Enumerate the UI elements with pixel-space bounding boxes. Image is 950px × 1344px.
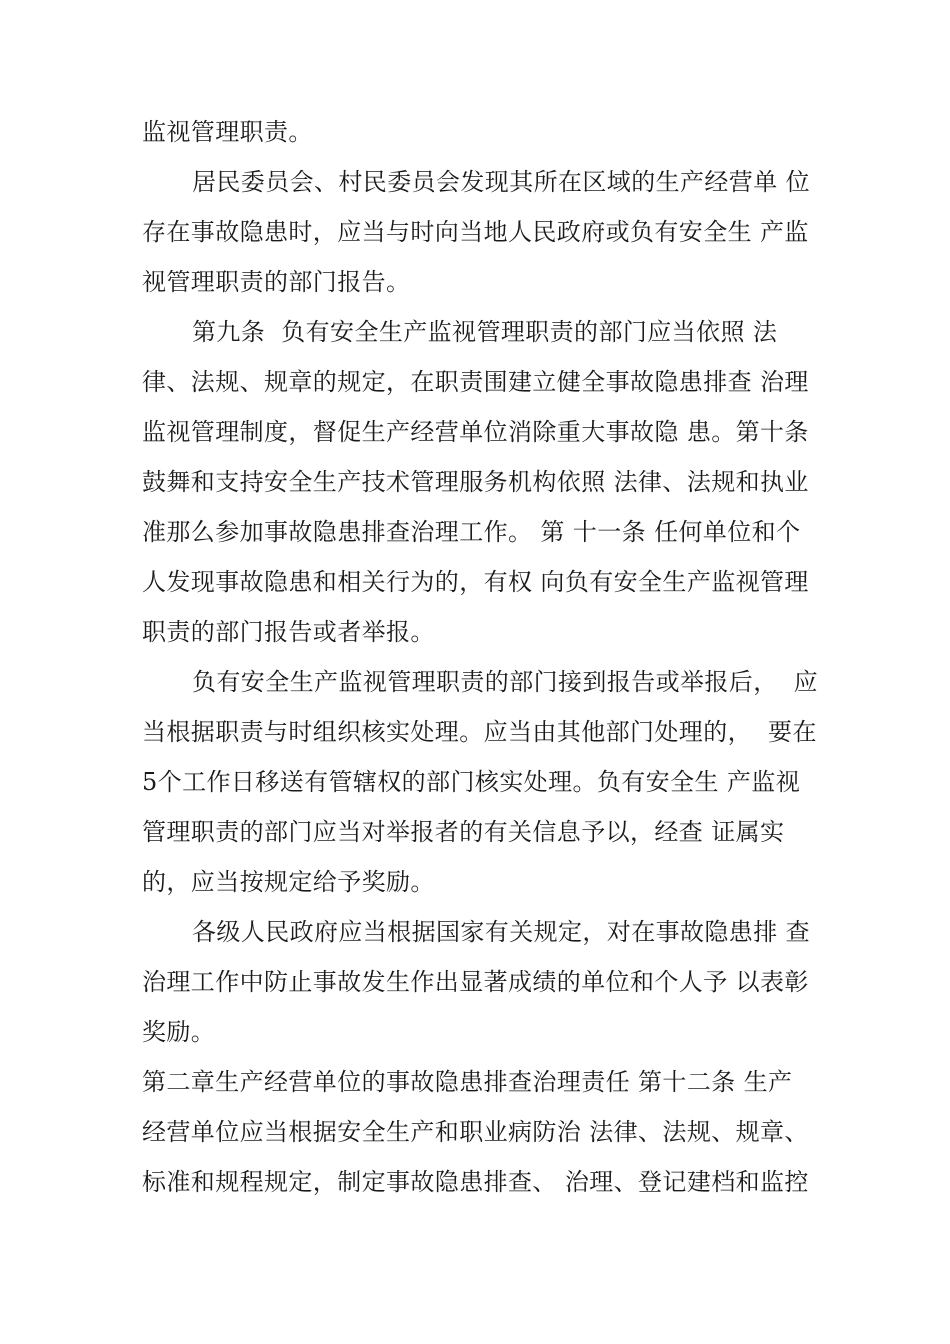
text-line: 第九条 负有安全生产监视管理职责的部门应当依照 法 xyxy=(192,318,778,346)
text-line: 奖励。 xyxy=(142,1018,216,1046)
chapter-heading-line: 第二章生产经营单位的事故隐患排查治理责任 第十二条 生产 xyxy=(142,1068,793,1096)
text-line: 职责的部门报告或者举报。 xyxy=(142,618,435,646)
text-line: 治理工作中防止事故发生作出显著成绩的单位和个人予 以表彰 xyxy=(142,968,809,996)
text-line: 准那么参加事故隐患排查治理工作。 第 十一条 任何单位和个 xyxy=(142,518,801,546)
text-line: 标准和规程规定，制定事故隐患排查、 治理、登记建档和监控 xyxy=(142,1168,809,1196)
text-line: 视管理职责的部门报告。 xyxy=(142,268,411,296)
text-line: 居民委员会、村民委员会发现其所在区域的生产经营单 位 xyxy=(192,168,811,196)
text-line: 当根据职责与时组织核实处理。应当由其他部门处理的， 要在 xyxy=(142,718,817,746)
text-line: 经营单位应当根据安全生产和职业病防治 法律、法规、规章、 xyxy=(142,1118,809,1146)
text-line: 管理职责的部门应当对举报者的有关信息予以，经查 证属实 xyxy=(142,818,785,846)
text-line: 监视管理制度，督促生产经营单位消除重大事故隐 患。第十条 xyxy=(142,418,809,446)
text-line: 人发现事故隐患和相关行为的，有权 向负有安全生产监视管理 xyxy=(142,568,809,596)
text-line: 监视管理职责。 xyxy=(142,118,313,146)
text-line: 5个工作日移送有管辖权的部门核实处理。负有安全生 产监视 xyxy=(142,768,801,796)
text-line: 存在事故隐患时，应当与时向当地人民政府或负有安全生 产监 xyxy=(142,218,809,246)
text-line: 负有安全生产监视管理职责的部门接到报告或举报后， 应 xyxy=(192,668,819,696)
text-line: 鼓舞和支持安全生产技术管理服务机构依照 法律、法规和执业 xyxy=(142,468,809,496)
text-line: 各级人民政府应当根据国家有关规定，对在事故隐患排 查 xyxy=(192,918,811,946)
text-line: 律、法规、规章的规定，在职责围建立健全事故隐患排查 治理 xyxy=(142,368,809,396)
text-line: 的，应当按规定给予奖励。 xyxy=(142,868,435,896)
